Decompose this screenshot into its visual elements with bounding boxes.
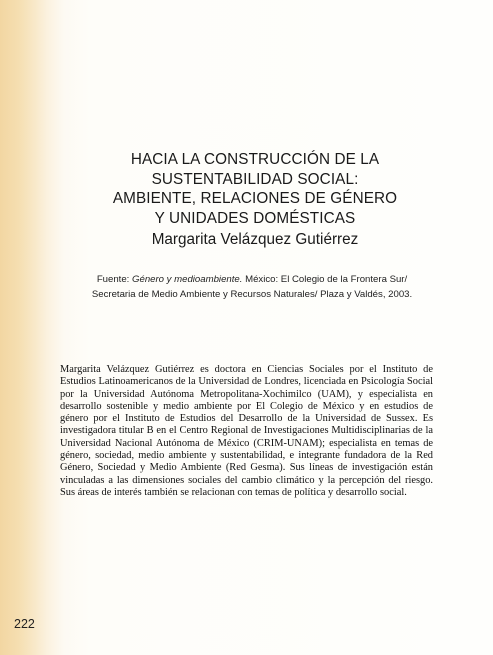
source-publisher: México: El Colegio de la Frontera Sur/ <box>242 274 408 285</box>
author-name: Margarita Velázquez Gutiérrez <box>151 231 359 248</box>
author-biography: Margarita Velázquez Gutiérrez es doctora en Ciencias Sociales por el Instituto de Estudios Latinoamericanos de la Universidad de Londres, licenciada en Psicología Social por la Universidad Autónoma Metropolitana-Xochimilco (UAM), y especialista en desarrollo sostenible y medio ambiente por El Colegio de México y en estudios de género por el Instituto de Estudios del Desarrollo de la Universidad de Sussex. Es investigadora titular B en el Centro Regional de Investigaciones Multidisciplinarias de la Universidad Nacional Autónoma de México (CRIM-UNAM); especialista en temas de género, sociedad, medio ambiente y sustentabilidad, e integrante fundadora de la Red Género, Sociedad y Medio Ambiente (Red Gesma). Sus líneas de investigación están vinculadas a las dimensiones sociales del cambio climático y la percepción del riesgo. Sus áreas de interés también se relacionan con temas de política y desarrollo social. <box>60 364 433 498</box>
chapter-title-line-2: SUSTENTABILIDAD SOCIAL: <box>151 170 359 188</box>
source-book-title: Género y medioambiente. <box>132 274 243 285</box>
source-line-2: Secretaria de Medio Ambiente y Recursos Naturales/ Plaza y Valdés, 2003. <box>91 289 413 300</box>
chapter-title-line-4: Y UNIDADES DOMÉSTICAS <box>154 209 356 227</box>
source-label: Fuente: <box>96 274 133 285</box>
chapter-title-line-1: HACIA LA CONSTRUCCIÓN DE LA <box>130 151 380 168</box>
source-citation <box>72 272 432 302</box>
source-line-1 <box>72 272 432 287</box>
chapter-title-block <box>60 150 450 250</box>
page-number: 222 <box>14 617 35 631</box>
chapter-title-line-3: AMBIENTE, RELACIONES DE GÉNERO <box>112 190 398 207</box>
